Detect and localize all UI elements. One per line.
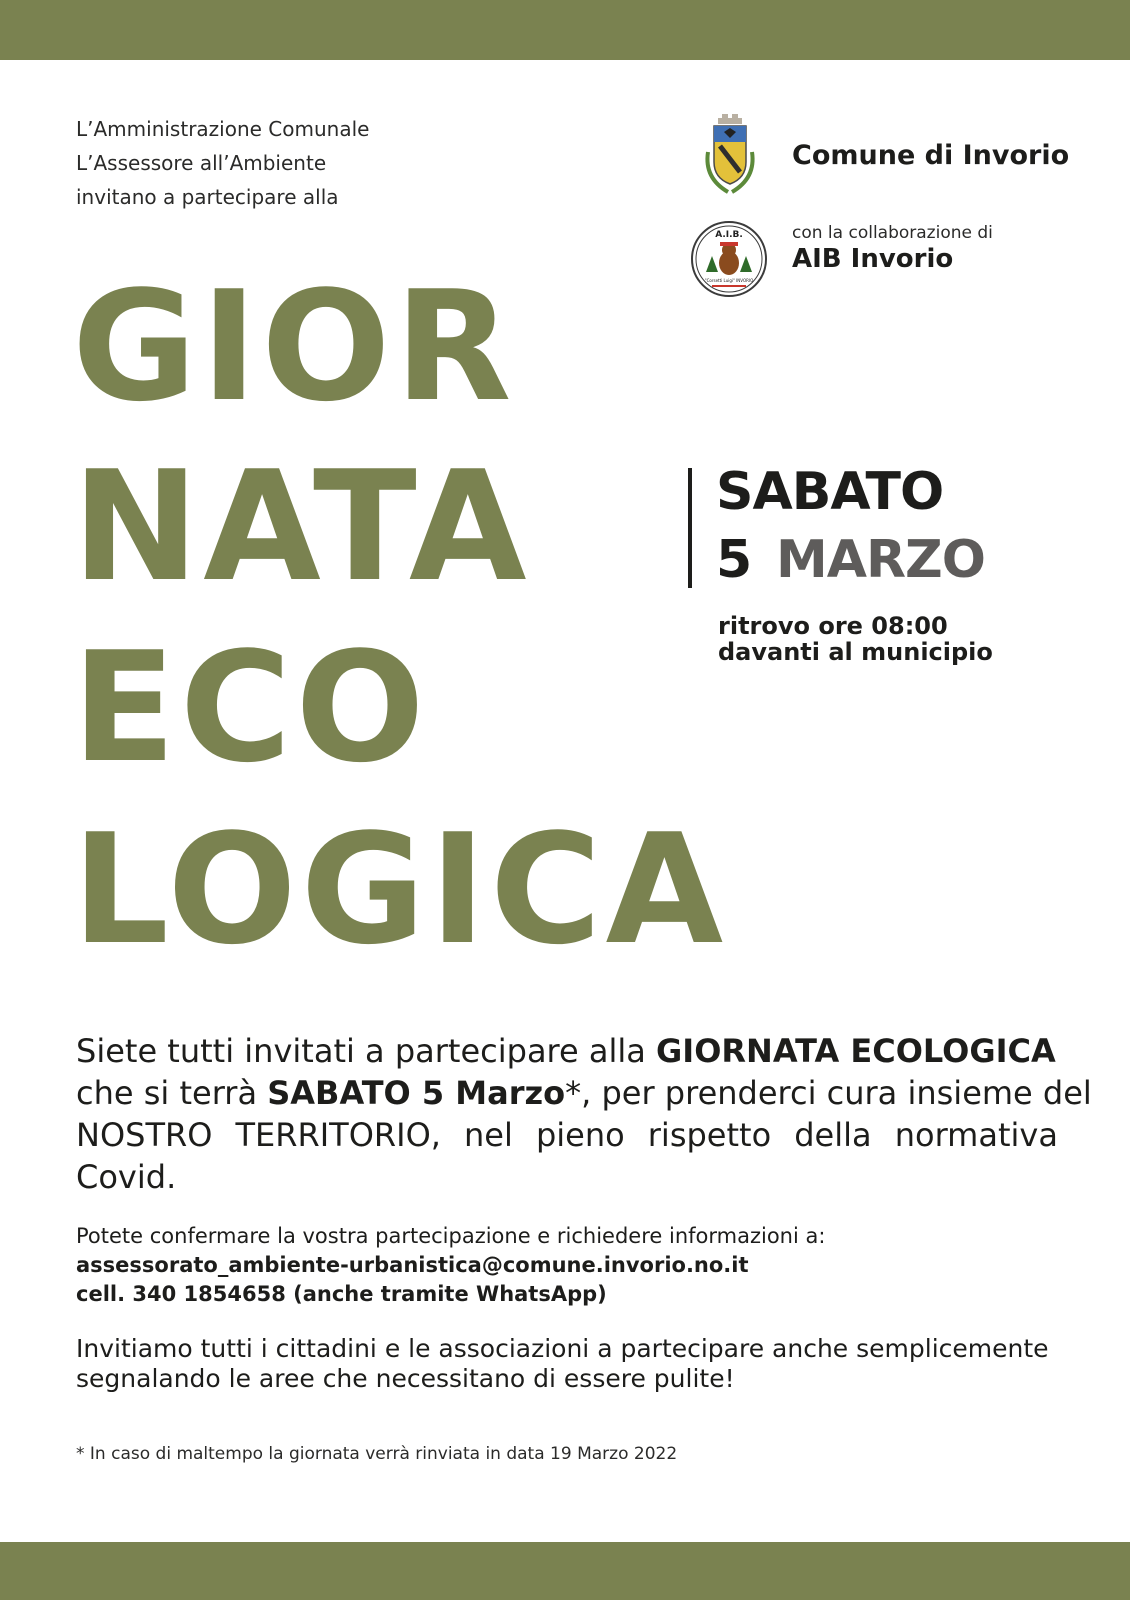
invite-paragraph xyxy=(76,1334,1058,1394)
footnote: * In caso di maltempo la giornata verrà rinviata in data 19 Marzo 2022 xyxy=(76,1444,678,1464)
lead-text: *, per prenderci cura insieme del xyxy=(565,1074,1092,1112)
lead-text: che si terrà xyxy=(76,1074,268,1112)
intro-text xyxy=(76,112,369,214)
event-day: SABATO xyxy=(716,462,944,522)
event-month: MARZO xyxy=(776,530,985,590)
lead-paragraph xyxy=(76,1030,1092,1198)
top-band xyxy=(0,0,1130,60)
lead-word: pieno xyxy=(535,1116,625,1154)
date-divider xyxy=(688,468,692,588)
lead-word: TERRITORIO, xyxy=(235,1116,441,1154)
lead-word: normativa xyxy=(894,1116,1058,1154)
title-line-4: LOGICA xyxy=(72,801,728,978)
aib-invorio-logo xyxy=(690,220,768,298)
contact-intro: Potete confermare la vostra partecipazione e richiedere informazioni a: xyxy=(76,1224,826,1248)
lead-line xyxy=(76,1072,1092,1114)
aib-logo-bottom-text: "Corsetti Luigi" INVORIO xyxy=(704,278,754,283)
lead-text: Siete tutti invitati a partecipare alla xyxy=(76,1032,657,1070)
title-line-3: ECO xyxy=(72,619,429,796)
lead-event-name: GIORNATA ECOLOGICA xyxy=(656,1032,1056,1070)
aib-logo-top-text: A.I.B. xyxy=(715,230,743,240)
collaborator-name: AIB Invorio xyxy=(792,244,954,274)
intro-line: invitano a partecipare alla xyxy=(76,185,339,209)
contact-phone: cell. 340 1854658 (anche tramite WhatsApp) xyxy=(76,1282,607,1306)
invite-line: segnalando le aree che necessitano di essere pulite! xyxy=(76,1364,735,1393)
contact-email-link[interactable]: assessorato_ambiente-urbanistica@comune.invorio.no.it xyxy=(76,1253,749,1277)
lead-word: della xyxy=(794,1116,872,1154)
lead-line: Covid. xyxy=(76,1158,177,1196)
lead-line-justified xyxy=(76,1114,1058,1156)
meeting-place: davanti al municipio xyxy=(718,638,993,666)
bottom-band xyxy=(0,1542,1130,1600)
lead-word: NOSTRO xyxy=(76,1116,213,1154)
meeting-time: ritrovo ore 08:00 xyxy=(718,612,948,640)
title-line-1: GIOR xyxy=(72,258,516,435)
contact-info xyxy=(76,1222,825,1309)
lead-word: rispetto xyxy=(647,1116,772,1154)
meeting-info xyxy=(718,613,993,665)
event-date-number: 5 xyxy=(716,530,753,590)
lead-event-date: SABATO 5 Marzo xyxy=(267,1074,566,1112)
organizer-name: Comune di Invorio xyxy=(792,140,1070,171)
intro-line: L’Amministrazione Comunale xyxy=(76,117,370,141)
lead-word: nel xyxy=(464,1116,513,1154)
invite-line: Invitiamo tutti i cittadini e le associazioni a partecipare anche semplicemente xyxy=(76,1334,1049,1363)
municipal-crest-logo xyxy=(698,112,762,198)
collaboration-label: con la collaborazione di xyxy=(792,223,993,243)
intro-line: L’Assessore all’Ambiente xyxy=(76,151,327,175)
lead-line xyxy=(76,1030,1058,1072)
title-line-2: NATA xyxy=(72,438,531,615)
